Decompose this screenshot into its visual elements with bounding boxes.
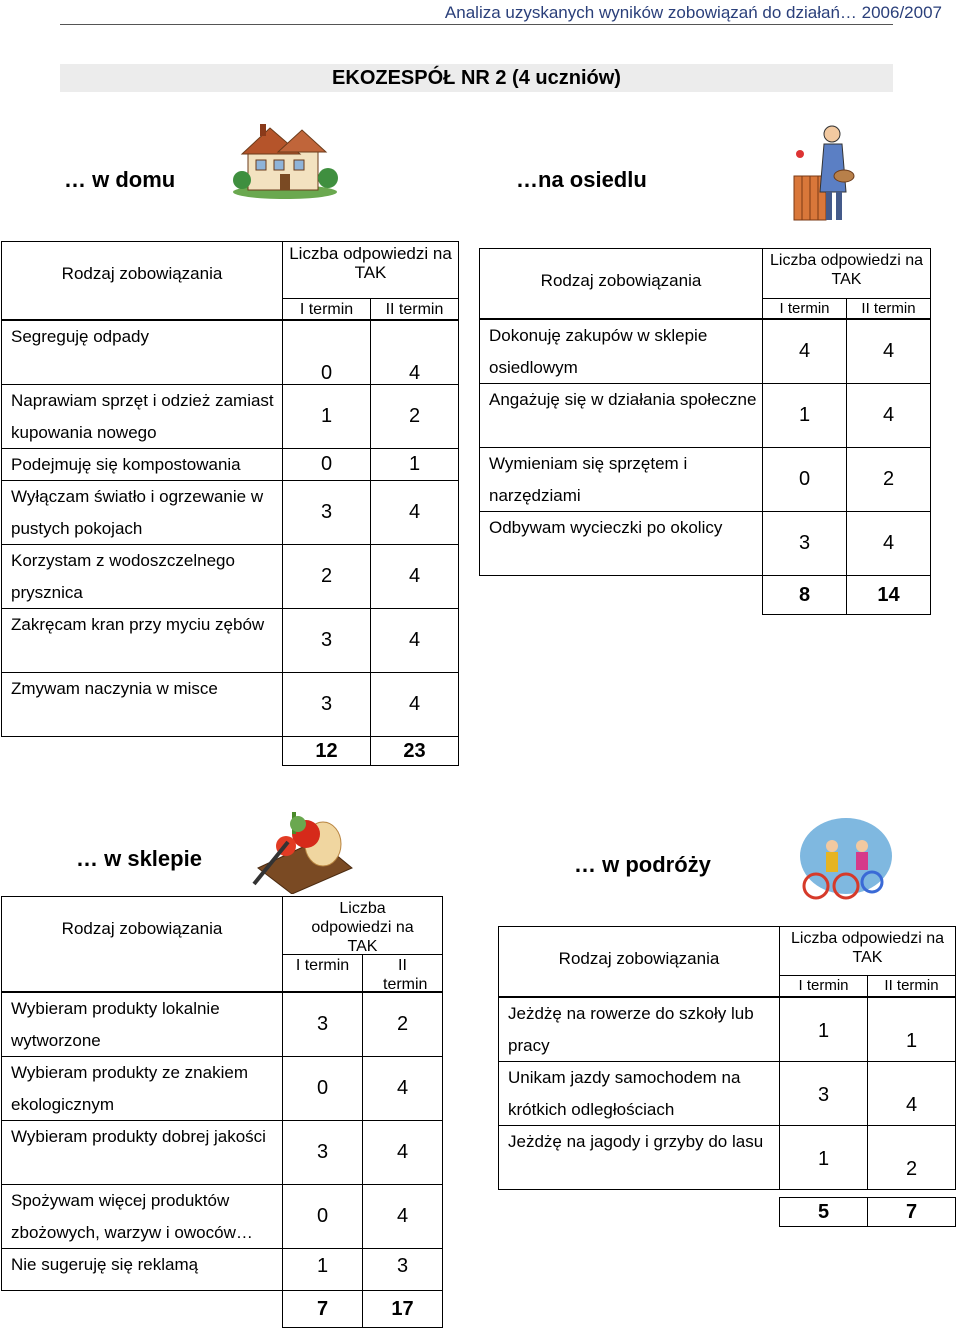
shop-row-0-label [1,992,283,1057]
travel-hdr-count-text: Liczba odpowiedzi na TAK [791,930,944,966]
value-t2: 4 [396,1141,409,1163]
shop-grid [1,896,443,1324]
header-text: Analiza uzyskanych wyników zobowiązań do działań… 2006/2007 [444,3,942,22]
estate-hdr-t2-text: II termin [861,300,916,317]
shopper-icon [790,122,860,226]
list-item: Wyłączam światło i ogrzewanie w pustych pokojach [11,487,264,538]
travel-grid [498,926,956,1228]
total-t1: 5 [817,1201,830,1223]
value-t2: 4 [396,1205,409,1227]
shop-row-3-t1 [282,1184,363,1249]
home-row-3-t1 [282,480,371,545]
shop-row-4-label [1,1248,283,1291]
list-item: Naprawiam sprzęt i odzież zamiast kupowania nowego [11,391,274,442]
cyclists-icon [796,816,896,902]
heading-travel: … w podróży [574,852,711,877]
travel-hdr-t2-text: II termin [884,977,939,994]
home-hdr-t2-text: II termin [385,301,444,318]
value-t2: 4 [905,1094,918,1116]
shop-hdr-t1-text: I termin [295,957,350,974]
travel-hdr-type-text: Rodzaj zobowiązania [558,949,720,968]
home-row-3-t2 [370,480,459,545]
list-item: Spożywam więcej produktów zbożowych, warzyw i owoców… [11,1191,253,1242]
list-item: Wymieniam się sprzętem i narzędziami [489,454,688,505]
list-item: Segreguję odpady [11,327,150,346]
travel-hdr-t2 [867,975,956,997]
home-hdr-type-text: Rodzaj zobowiązania [61,264,223,283]
value-t1: 3 [798,532,811,554]
value-t1: 3 [320,501,333,523]
home-row-5-t2 [370,608,459,673]
home-hdr-t1 [282,298,371,320]
shop-total-t2 [362,1290,443,1328]
estate-hdr-count-text: Liczba odpowiedzi na TAK [770,252,923,288]
heading-home: … w domu [64,167,176,192]
list-item: Nie sugeruję się reklamą [11,1255,199,1274]
estate-hdr-t2 [846,298,931,319]
total-t2: 7 [905,1201,918,1223]
value-t2: 4 [396,1077,409,1099]
shop-row-1-label [1,1056,283,1121]
estate-row-2-t1 [762,447,847,512]
heading-estate: …na osiedlu [516,167,647,192]
estate-hdr-t1-text: I termin [779,300,830,317]
travel-row-1-t2 [867,1061,956,1126]
estate-grid [479,248,932,612]
list-item: Korzystam z wodoszczelnego prysznica [11,551,235,602]
shop-row-2-t2 [362,1120,443,1185]
value-t1: 1 [798,404,811,426]
shop-hdr-t1 [282,954,363,992]
travel-row-2-t2 [867,1125,956,1190]
travel-row-1-t1 [779,1061,868,1126]
shop-row-2-label [1,1120,283,1185]
list-item: Wybieram produkty lokalnie wytworzone [11,999,220,1050]
travel-hdr-t1-text: I termin [798,977,849,994]
estate-hdr-type [479,248,763,319]
total-t1: 8 [798,584,811,606]
shop-row-0-t2 [362,992,443,1057]
travel-row-2-t1 [779,1125,868,1190]
page-header [0,0,960,28]
home-row-4-label [1,544,283,609]
value-t2: 4 [408,629,421,651]
home-hdr-count-text: Liczba odpowiedzi na TAK [289,244,452,282]
value-t2: 2 [882,468,895,490]
shop-row-1-t2 [362,1056,443,1121]
estate-row-0-t2 [846,319,931,384]
value-t2: 3 [396,1255,409,1277]
home-row-1-label [1,384,283,449]
vegetables-icon [248,806,360,894]
value-t1: 3 [817,1084,830,1106]
estate-row-1-label [479,383,763,448]
estate-hdr-t1 [762,298,847,319]
shop-row-3-t2 [362,1184,443,1249]
total-t2: 17 [391,1298,414,1320]
home-row-2-t2 [370,448,459,481]
home-grid [1,241,458,773]
home-hdr-type [1,241,283,320]
total-t2: 23 [403,740,426,762]
home-total-t2 [370,736,459,766]
total-t2: 14 [877,584,900,606]
value-t2: 1 [905,1030,918,1052]
travel-row-0-t1 [779,997,868,1062]
shop-hdr-t2-text: II termin [383,957,428,993]
travel-total-t1 [779,1197,868,1227]
home-row-2-t1 [282,448,371,481]
value-t1: 4 [798,340,811,362]
home-row-0-t2 [370,320,459,385]
value-t2: 4 [408,693,421,715]
list-item: Wybieram produkty ze znakiem ekologicznym [11,1063,248,1114]
value-t2: 4 [882,404,895,426]
value-t1: 3 [320,629,333,651]
list-item: Jeżdżę na rowerze do szkoły lub pracy [508,1004,754,1055]
value-t1: 0 [798,468,811,490]
total-t1: 12 [315,740,338,762]
list-item: Zakręcam kran przy myciu zębów [11,615,265,634]
shop-total-t1 [282,1290,363,1328]
list-item: Zmywam naczynia w misce [11,679,218,698]
shop-row-2-t1 [282,1120,363,1185]
travel-row-2-label [498,1125,780,1190]
home-row-1-t2 [370,384,459,449]
list-item: Wybieram produkty dobrej jakości [11,1127,266,1146]
travel-row-0-label [498,997,780,1062]
estate-row-3-t2 [846,511,931,576]
travel-row-0-t2 [867,997,956,1062]
home-row-4-t1 [282,544,371,609]
shop-hdr-count-text: Liczba odpowiedzi na TAK [311,900,414,955]
list-item: Jeżdżę na jagody i grzyby do lasu [508,1132,764,1151]
home-row-5-t1 [282,608,371,673]
house-icon [230,122,340,200]
home-row-0-label [1,320,283,385]
shop-row-1-t1 [282,1056,363,1121]
home-row-1-t1 [282,384,371,449]
total-t1: 7 [316,1298,329,1320]
estate-row-0-label [479,319,763,384]
travel-hdr-t1 [779,975,868,997]
header-rule [60,24,893,25]
home-row-0-t1 [282,320,371,385]
page-title: EKOZESPÓŁ NR 2 (4 uczniów) [60,64,893,92]
value-t2: 4 [408,362,421,384]
shop-row-0-t1 [282,992,363,1057]
home-row-4-t2 [370,544,459,609]
home-row-6-label [1,672,283,737]
estate-total-t2 [846,575,931,615]
estate-row-2-label [479,447,763,512]
shop-hdr-t2 [362,954,443,992]
value-t2: 4 [408,501,421,523]
value-t1: 3 [316,1013,329,1035]
home-row-6-t1 [282,672,371,737]
value-t1: 3 [320,693,333,715]
estate-row-1-t2 [846,383,931,448]
estate-total-t1 [762,575,847,615]
list-item: Angażuję się w działania społeczne [489,390,757,409]
value-t1: 3 [316,1141,329,1163]
shop-row-4-t2 [362,1248,443,1291]
value-t2: 2 [396,1013,409,1035]
shop-hdr-type-text: Rodzaj zobowiązania [61,919,223,938]
travel-total-t2 [867,1197,956,1227]
travel-row-1-label [498,1061,780,1126]
travel-hdr-type [498,926,780,997]
home-row-5-label [1,608,283,673]
home-row-3-label [1,480,283,545]
value-t1: 1 [316,1255,329,1277]
value-t1: 0 [320,453,333,475]
list-item: Podejmuję się kompostowania [11,455,241,474]
value-t2: 2 [408,405,421,427]
list-item: Odbywam wycieczki po okolicy [489,518,723,537]
value-t1: 0 [316,1077,329,1099]
value-t2: 4 [408,565,421,587]
home-row-6-t2 [370,672,459,737]
estate-row-0-t1 [762,319,847,384]
value-t1: 0 [316,1205,329,1227]
value-t1: 1 [320,405,333,427]
value-t1: 0 [320,362,333,384]
shop-row-4-t1 [282,1248,363,1291]
estate-row-3-label [479,511,763,576]
value-t2: 2 [905,1158,918,1180]
estate-hdr-type-text: Rodzaj zobowiązania [540,271,702,290]
shop-row-3-label [1,1184,283,1249]
home-hdr-t1-text: I termin [299,301,354,318]
value-t1: 1 [817,1020,830,1042]
heading-shop: … w sklepie [76,846,202,871]
home-total-t1 [282,736,371,766]
estate-row-3-t1 [762,511,847,576]
value-t1: 1 [817,1148,830,1170]
value-t2: 1 [408,453,421,475]
home-hdr-t2 [370,298,459,320]
estate-row-1-t1 [762,383,847,448]
value-t2: 4 [882,532,895,554]
shop-hdr-type [1,896,283,992]
home-row-2-label [1,448,283,481]
value-t1: 2 [320,565,333,587]
list-item: Dokonuję zakupów w sklepie osiedlowym [489,326,708,377]
estate-row-2-t2 [846,447,931,512]
list-item: Unikam jazdy samochodem na krótkich odległościach [508,1068,741,1119]
value-t2: 4 [882,340,895,362]
